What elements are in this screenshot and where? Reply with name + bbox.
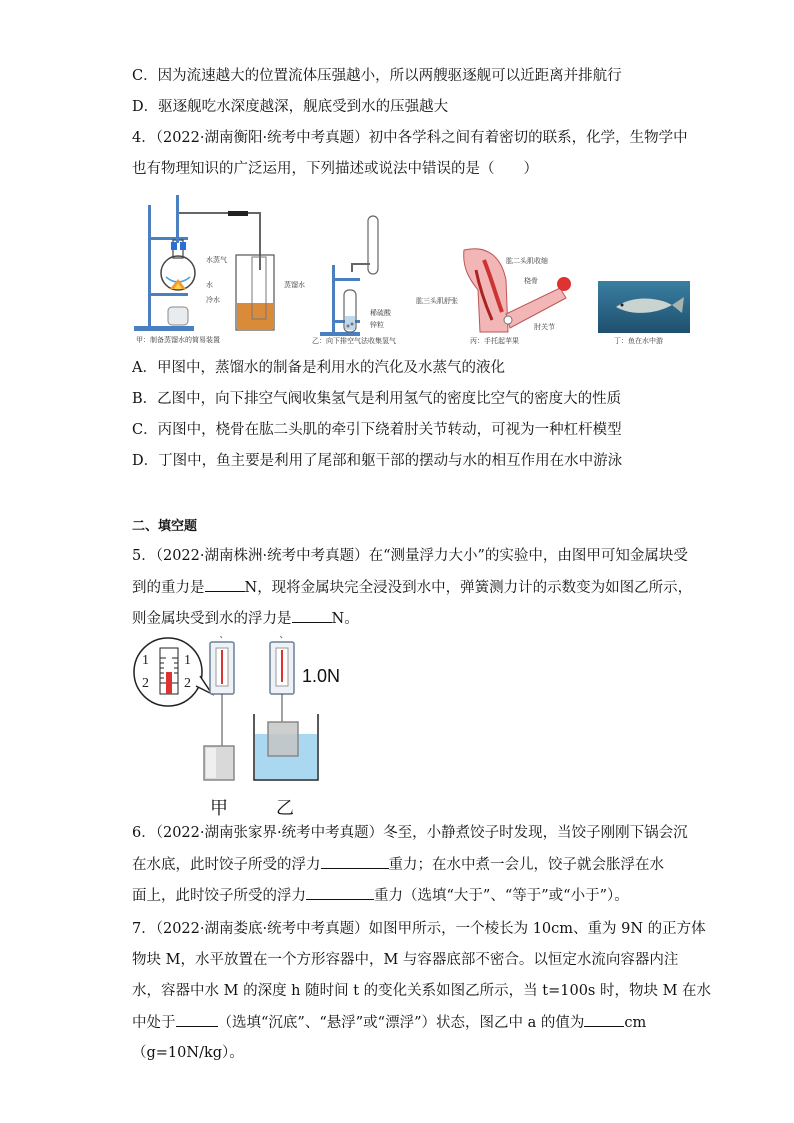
q6-line2 <box>132 854 664 875</box>
scale-mark-1-right: 1 <box>184 653 191 668</box>
reading-label: 1.0N <box>302 666 341 686</box>
label-dilute-acid: 稀硫酸 <box>370 309 391 317</box>
q4-option-d: D．丁图中，鱼主要是利用了尾部和躯干部的摆动与水的相互作用在水中游泳 <box>132 453 623 469</box>
label-radius: 桡骨 <box>524 277 538 285</box>
q4-figure-jia <box>130 185 305 345</box>
scale-mark-2-left: 2 <box>142 676 149 691</box>
distillation-apparatus-illustration <box>130 185 300 345</box>
q6-line2-b: 重力；在水中煮一会儿，饺子就会胀浮在水 <box>388 857 664 873</box>
spring-balance-illustration <box>130 636 380 816</box>
caption-ding: 丁：鱼在水中游 <box>614 337 663 345</box>
label-distilled-water: 蒸馏水 <box>284 281 305 289</box>
q7-line2: 物块 M，水平放置在一个方形容器中，M 与容器底部不密合。以恒定水流向容器内注 <box>132 952 679 968</box>
q6-line3 <box>132 885 629 906</box>
q4-option-a: A．甲图中，蒸馏水的制备是利用水的汽化及水蒸气的液化 <box>132 360 505 376</box>
q6-line3-b: 重力（选填“大于”、“等于”或“小于”）。 <box>374 888 629 904</box>
q5-line3-b: N。 <box>331 611 359 627</box>
q7-blank-1[interactable] <box>176 1012 218 1027</box>
q5-blank-2[interactable] <box>292 608 332 623</box>
q7-line4-b: （选填“沉底”、“悬浮”或“漂浮”）状态，图乙中 a 的值为 <box>217 1015 585 1031</box>
q7-line4 <box>132 1012 646 1033</box>
q3-option-d: D．驱逐舰吃水深度越深，舰底受到水的压强越大 <box>132 99 449 115</box>
caption-bing: 丙：手托起苹果 <box>470 337 519 345</box>
q4-stem-line1: 4．（2022·湖南衡阳·统考中考真题）初中各学科之间有着密切的联系，化学，生物学中 <box>132 130 688 146</box>
q6-blank-2[interactable] <box>306 885 374 900</box>
q7-line5: （g=10N/kg）。 <box>132 1045 244 1061</box>
fish-photo <box>598 281 690 333</box>
hydrogen-collection-illustration <box>312 210 422 345</box>
q5-blank-1[interactable] <box>205 577 245 592</box>
label-vapor: 水蒸气 <box>206 256 227 264</box>
q5-line2-b: N，现将金属块完全浸没到水中，弹簧测力计的示数变为如图乙所示， <box>244 580 693 596</box>
q5-line2-a: 到的重力是 <box>132 580 205 596</box>
label-water: 水 <box>206 281 213 289</box>
q6-blank-1[interactable] <box>321 854 389 869</box>
q7-line1: 7．（2022·湖南娄底·统考中考真题）如图甲所示，一个棱长为 10cm、重为 9N 的正方体 <box>132 921 706 937</box>
q5-line3-a: 则金属块受到水的浮力是 <box>132 611 292 627</box>
label-cold-water: 冷水 <box>206 296 220 304</box>
scale-mark-1-left: 1 <box>142 653 149 668</box>
q4-figure-ding <box>598 281 690 345</box>
q4-figure-bing <box>416 240 580 345</box>
q4-stem-line2: 也有物理知识的广泛运用，下列描述或说法中错误的是（ ） <box>132 161 538 177</box>
label-yi: 乙 <box>276 798 294 818</box>
q5-line1: 5．（2022·湖南株洲·统考中考真题）在“测量浮力大小”的实验中，由图甲可知金属块受 <box>132 548 688 564</box>
q7-blank-2[interactable] <box>584 1012 624 1027</box>
label-triceps: 肱三头肌舒张 <box>416 297 458 305</box>
label-zinc: 锌粒 <box>370 321 384 329</box>
q4-figure-yi <box>312 210 422 345</box>
q4-option-c: C．丙图中，桡骨在肱二头肌的牵引下绕着肘关节转动，可视为一种杠杆模型 <box>132 422 622 438</box>
label-jia: 甲 <box>210 798 228 818</box>
caption-yi: 乙：向下排空气法收集氢气 <box>312 337 396 345</box>
q3-option-c: C．因为流速越大的位置流体压强越小，所以两艘驱逐舰可以近距离并排航行 <box>132 68 622 84</box>
scale-mark-2-right: 2 <box>184 676 191 691</box>
section-title: 二、填空题 <box>132 519 198 534</box>
caption-jia: 甲：制备蒸馏水的简易装置 <box>136 336 220 344</box>
q5-line2 <box>132 577 692 598</box>
q6-line1: 6．（2022·湖南张家界·统考中考真题）冬至，小静煮饺子时发现，当饺子刚刚下锅会沉 <box>132 825 688 841</box>
q7-line4-a: 中处于 <box>132 1015 176 1031</box>
q6-line2-a: 在水底，此时饺子所受的浮力 <box>132 857 321 873</box>
q5-figure <box>130 636 380 816</box>
q7-line4-c: cm <box>624 1015 647 1031</box>
q5-line3 <box>132 608 359 629</box>
q4-option-b: B．乙图中，向下排空气阀收集氢气是利用氢气的密度比空气的密度大的性质 <box>132 391 622 407</box>
label-biceps: 肱二头肌收缩 <box>506 257 548 265</box>
q6-line3-a: 面上，此时饺子所受的浮力 <box>132 888 306 904</box>
label-elbow: 肘关节 <box>534 323 555 331</box>
q7-line3: 水，容器中水 M 的深度 h 随时间 t 的变化关系如图乙所示，当 t=100s 时，物块 M 在水 <box>132 983 712 999</box>
